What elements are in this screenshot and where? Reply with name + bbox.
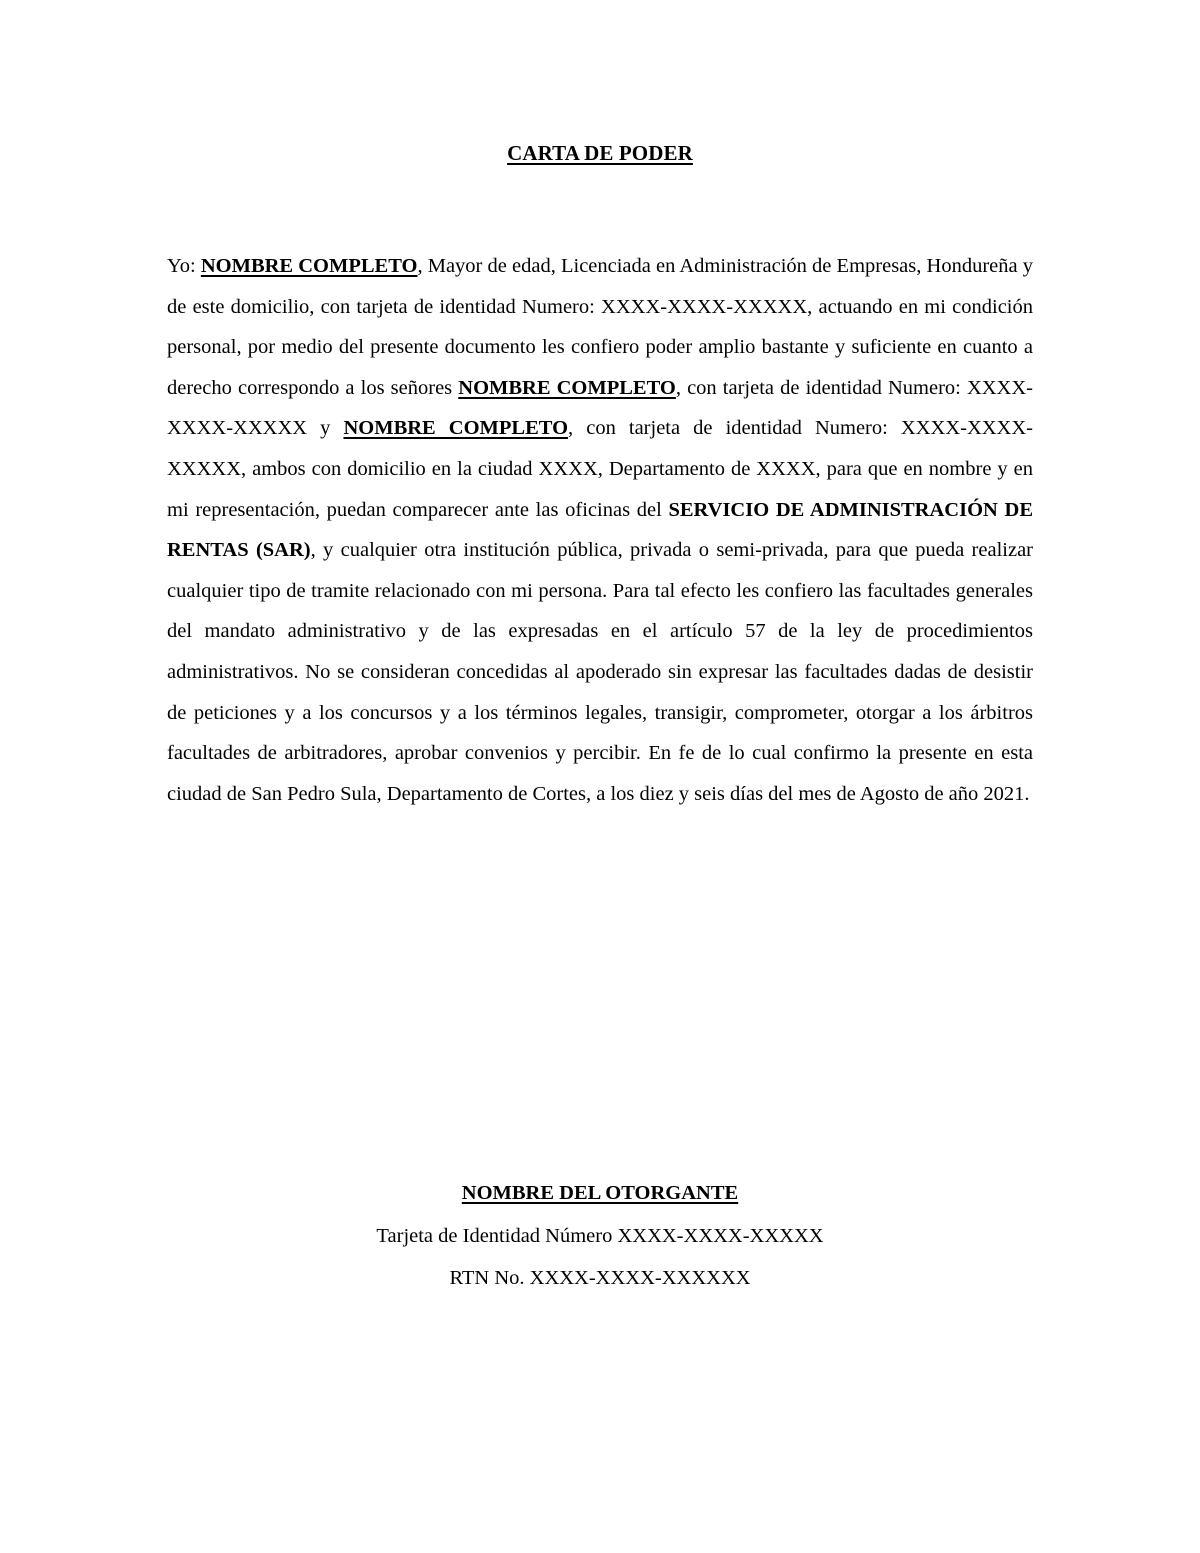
- signatory-name: NOMBRE DEL OTORGANTE: [461, 1182, 739, 1204]
- attorney-1-name-placeholder: NOMBRE COMPLETO: [458, 376, 676, 399]
- document-title: CARTA DE PODER: [507, 141, 693, 165]
- document-body: [167, 246, 1033, 814]
- attorney-2-name-placeholder: NOMBRE COMPLETO: [343, 417, 569, 440]
- body-text-segment: Yo:: [167, 255, 201, 277]
- body-text-segment: , con tarjeta de identidad Numero: XXXX-XXXX-XXXXX y: [167, 376, 1033, 440]
- grantor-name-placeholder: NOMBRE COMPLETO: [200, 255, 418, 277]
- signatory-rtn-line: RTN No. XXXX-XXXX-XXXXXX: [449, 1267, 751, 1289]
- signatory-id-line: Tarjeta de Identidad Número XXXX-XXXX-XXXXX: [376, 1225, 824, 1247]
- institution-name: SERVICIO DE ADMINISTRACIÓN DE RENTAS (SAR): [167, 498, 1033, 562]
- body-text-segment: , Mayor de edad, Licenciada en Administración de Empresas, Hondureña y de este domicilio, con tarjeta de identidad Numero: XXXX-XXXX-XXXXX, actuando en mi condición personal, por medio del presente documento les confiero poder amplio bastante y suficiente en cuanto a derecho correspondo a los señores: [167, 255, 1033, 399]
- body-text-segment: , con tarjeta de identidad Numero: XXXX-XXXX-XXXXX, ambos con domicilio en la ciudad XXXX, Departamento de XXXX, para que en nombre y en mi representación, puedan comparecer ante las oficinas del: [167, 417, 1033, 521]
- body-text-segment: , y cualquier otra institución pública, privada o semi-privada, para que pueda realizar cualquier tipo de tramite relacionado con mi persona. Para tal efecto les confiero las facultades generales del mandato administrativo y de las expresadas en el artículo 57 de la ley de procedimientos administrativos. No se consideran concedidas al apoderado sin expresar las facultades dadas de desistir de peticiones y a los concursos y a los términos legales, transigir, comprometer, otorgar a los árbitros facultades de arbitradores, aprobar convenios y percibir. En fe de lo cual confirmo la presente en esta ciudad de San Pedro Sula, Departamento de Cortes, a los diez y seis días del mes de Agosto de año 2021.: [167, 539, 1033, 805]
